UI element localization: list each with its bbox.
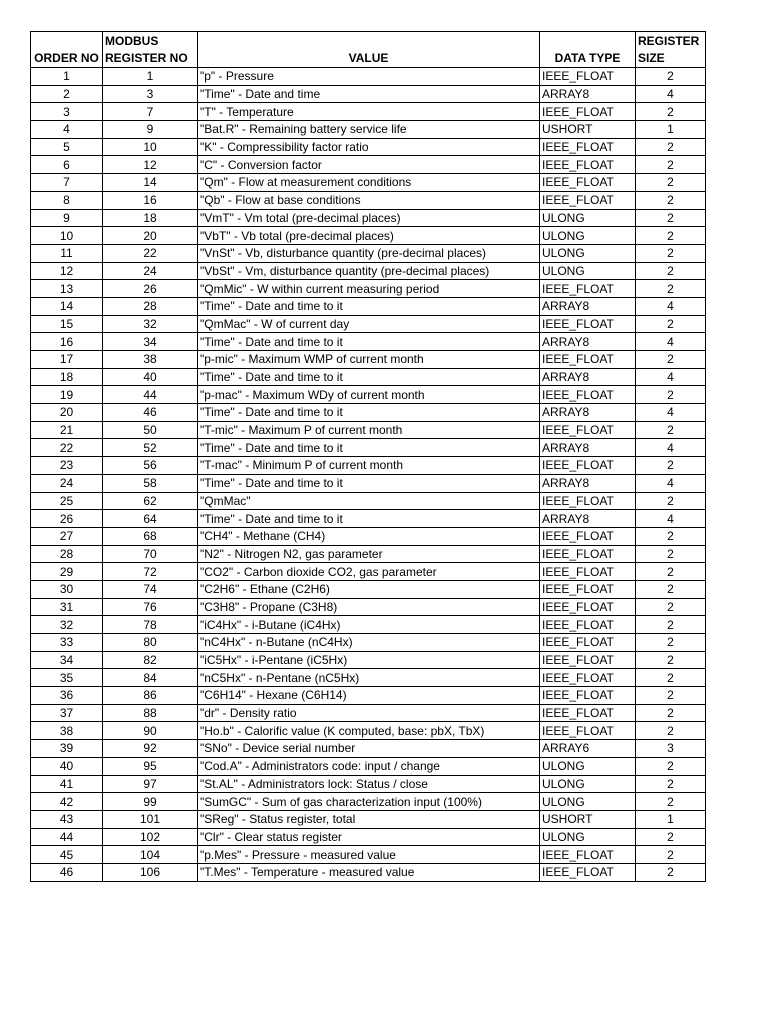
table-row	[31, 598, 706, 616]
value-cell: "QmMic" - W within current measuring period	[198, 280, 540, 298]
header-value-label: VALUE	[348, 51, 389, 65]
data-type-cell: IEEE_FLOAT	[540, 669, 636, 687]
register-size-cell: 1	[636, 121, 706, 139]
register-size-cell: 2	[636, 580, 706, 598]
register-no-cell: 106	[103, 863, 198, 881]
table-row	[31, 669, 706, 687]
table-row	[31, 368, 706, 386]
table-row	[31, 244, 706, 262]
table-row	[31, 510, 706, 528]
register-size-cell: 4	[636, 85, 706, 103]
table-row	[31, 722, 706, 740]
register-size-cell: 2	[636, 757, 706, 775]
data-type-cell: IEEE_FLOAT	[540, 863, 636, 881]
register-size-cell: 2	[636, 351, 706, 369]
table-row	[31, 333, 706, 351]
value-cell: "Time" - Date and time	[198, 85, 540, 103]
value-cell: "Time" - Date and time to it	[198, 510, 540, 528]
register-size-cell: 2	[636, 227, 706, 245]
register-no-cell: 28	[103, 297, 198, 315]
table-row	[31, 563, 706, 581]
order-no-cell: 14	[31, 297, 103, 315]
register-size-cell: 2	[636, 687, 706, 705]
value-cell: "Qm" - Flow at measurement conditions	[198, 174, 540, 192]
table-row	[31, 793, 706, 811]
order-no-cell: 10	[31, 227, 103, 245]
modbus-register-table	[30, 31, 706, 882]
register-size-cell: 2	[636, 262, 706, 280]
value-cell: "Ho.b" - Calorific value (K computed, base: pbX, TbX)	[198, 722, 540, 740]
data-type-cell: IEEE_FLOAT	[540, 280, 636, 298]
register-no-cell: 92	[103, 740, 198, 758]
table-row	[31, 68, 706, 86]
value-cell: "nC5Hx" - n-Pentane (nC5Hx)	[198, 669, 540, 687]
table-row	[31, 85, 706, 103]
register-no-cell: 52	[103, 439, 198, 457]
order-no-cell: 3	[31, 103, 103, 121]
data-type-cell: ARRAY8	[540, 333, 636, 351]
register-no-cell: 74	[103, 580, 198, 598]
register-no-cell: 97	[103, 775, 198, 793]
data-type-cell: IEEE_FLOAT	[540, 616, 636, 634]
data-type-cell: IEEE_FLOAT	[540, 687, 636, 705]
register-size-cell: 2	[636, 457, 706, 475]
order-no-cell: 2	[31, 85, 103, 103]
register-size-cell: 2	[636, 828, 706, 846]
data-type-cell: IEEE_FLOAT	[540, 386, 636, 404]
value-cell: "Cod.A" - Administrators code: input / change	[198, 757, 540, 775]
header-row	[31, 32, 706, 68]
register-size-cell: 4	[636, 510, 706, 528]
data-type-cell: IEEE_FLOAT	[540, 598, 636, 616]
value-cell: "Time" - Date and time to it	[198, 404, 540, 422]
value-cell: "SumGC" - Sum of gas characterization input (100%)	[198, 793, 540, 811]
table-row	[31, 775, 706, 793]
data-type-cell: IEEE_FLOAT	[540, 156, 636, 174]
register-size-cell: 3	[636, 740, 706, 758]
table-row	[31, 616, 706, 634]
register-size-cell: 4	[636, 474, 706, 492]
register-no-cell: 46	[103, 404, 198, 422]
register-size-cell: 1	[636, 810, 706, 828]
order-no-cell: 26	[31, 510, 103, 528]
register-no-cell: 64	[103, 510, 198, 528]
register-size-cell: 2	[636, 492, 706, 510]
order-no-cell: 41	[31, 775, 103, 793]
order-no-cell: 24	[31, 474, 103, 492]
data-type-cell: ULONG	[540, 262, 636, 280]
register-no-cell: 12	[103, 156, 198, 174]
data-type-cell: IEEE_FLOAT	[540, 457, 636, 475]
table-row	[31, 687, 706, 705]
value-cell: "p-mic" - Maximum WMP of current month	[198, 351, 540, 369]
table-row	[31, 103, 706, 121]
register-no-cell: 102	[103, 828, 198, 846]
register-no-cell: 99	[103, 793, 198, 811]
register-no-cell: 14	[103, 174, 198, 192]
data-type-cell: ARRAY8	[540, 510, 636, 528]
order-no-cell: 21	[31, 421, 103, 439]
header-value	[198, 32, 540, 68]
header-register-size-line2: SIZE	[638, 51, 665, 65]
register-size-cell: 4	[636, 368, 706, 386]
register-size-cell: 2	[636, 138, 706, 156]
register-size-cell: 2	[636, 315, 706, 333]
value-cell: "CH4" - Methane (CH4)	[198, 527, 540, 545]
table-row	[31, 545, 706, 563]
order-no-cell: 27	[31, 527, 103, 545]
register-size-cell: 2	[636, 191, 706, 209]
value-cell: "p-mac" - Maximum WDy of current month	[198, 386, 540, 404]
data-type-cell: ARRAY8	[540, 368, 636, 386]
register-size-cell: 2	[636, 174, 706, 192]
table-body	[31, 68, 706, 882]
register-size-cell: 2	[636, 598, 706, 616]
register-size-cell: 2	[636, 527, 706, 545]
data-type-cell: ARRAY8	[540, 474, 636, 492]
value-cell: "VbSt" - Vm, disturbance quantity (pre-decimal places)	[198, 262, 540, 280]
register-no-cell: 90	[103, 722, 198, 740]
header-modbus-line2: REGISTER NO	[105, 51, 188, 65]
data-type-cell: IEEE_FLOAT	[540, 138, 636, 156]
register-no-cell: 34	[103, 333, 198, 351]
order-no-cell: 45	[31, 846, 103, 864]
header-register-size-line1: REGISTER	[638, 34, 700, 48]
register-size-cell: 4	[636, 297, 706, 315]
register-no-cell: 7	[103, 103, 198, 121]
data-type-cell: IEEE_FLOAT	[540, 174, 636, 192]
register-size-cell: 2	[636, 68, 706, 86]
value-cell: "T.Mes" - Temperature - measured value	[198, 863, 540, 881]
value-cell: "QmMac"	[198, 492, 540, 510]
order-no-cell: 36	[31, 687, 103, 705]
value-cell: "Time" - Date and time to it	[198, 439, 540, 457]
header-order-no-label: ORDER NO	[34, 51, 99, 65]
data-type-cell: USHORT	[540, 121, 636, 139]
table-row	[31, 297, 706, 315]
data-type-cell: IEEE_FLOAT	[540, 421, 636, 439]
order-no-cell: 20	[31, 404, 103, 422]
table-row	[31, 757, 706, 775]
table-row	[31, 828, 706, 846]
value-cell: "p" - Pressure	[198, 68, 540, 86]
order-no-cell: 13	[31, 280, 103, 298]
register-size-cell: 4	[636, 333, 706, 351]
value-cell: "Clr" - Clear status register	[198, 828, 540, 846]
data-type-cell: ULONG	[540, 793, 636, 811]
data-type-cell: IEEE_FLOAT	[540, 191, 636, 209]
value-cell: "QmMac" - W of current day	[198, 315, 540, 333]
register-size-cell: 2	[636, 863, 706, 881]
order-no-cell: 11	[31, 244, 103, 262]
table-row	[31, 138, 706, 156]
register-size-cell: 4	[636, 439, 706, 457]
table-row	[31, 156, 706, 174]
register-size-cell: 2	[636, 280, 706, 298]
table-row	[31, 651, 706, 669]
table-row	[31, 704, 706, 722]
order-no-cell: 16	[31, 333, 103, 351]
data-type-cell: ULONG	[540, 244, 636, 262]
data-type-cell: IEEE_FLOAT	[540, 492, 636, 510]
order-no-cell: 33	[31, 634, 103, 652]
table-header	[31, 32, 706, 68]
header-order-no	[31, 32, 103, 68]
order-no-cell: 37	[31, 704, 103, 722]
register-size-cell: 2	[636, 156, 706, 174]
data-type-cell: ULONG	[540, 227, 636, 245]
register-size-cell: 2	[636, 103, 706, 121]
register-size-cell: 2	[636, 616, 706, 634]
register-no-cell: 40	[103, 368, 198, 386]
order-no-cell: 44	[31, 828, 103, 846]
table-row	[31, 580, 706, 598]
data-type-cell: IEEE_FLOAT	[540, 846, 636, 864]
order-no-cell: 29	[31, 563, 103, 581]
value-cell: "T" - Temperature	[198, 103, 540, 121]
register-no-cell: 56	[103, 457, 198, 475]
order-no-cell: 40	[31, 757, 103, 775]
register-no-cell: 10	[103, 138, 198, 156]
value-cell: "C" - Conversion factor	[198, 156, 540, 174]
register-no-cell: 58	[103, 474, 198, 492]
order-no-cell: 6	[31, 156, 103, 174]
table-row	[31, 227, 706, 245]
register-no-cell: 70	[103, 545, 198, 563]
register-size-cell: 2	[636, 634, 706, 652]
value-cell: "Time" - Date and time to it	[198, 474, 540, 492]
order-no-cell: 18	[31, 368, 103, 386]
register-no-cell: 32	[103, 315, 198, 333]
register-no-cell: 86	[103, 687, 198, 705]
register-no-cell: 18	[103, 209, 198, 227]
data-type-cell: IEEE_FLOAT	[540, 103, 636, 121]
register-no-cell: 101	[103, 810, 198, 828]
register-size-cell: 2	[636, 209, 706, 227]
table-row	[31, 810, 706, 828]
register-no-cell: 80	[103, 634, 198, 652]
data-type-cell: IEEE_FLOAT	[540, 651, 636, 669]
order-no-cell: 30	[31, 580, 103, 598]
header-data-type-label: DATA TYPE	[554, 51, 621, 65]
order-no-cell: 9	[31, 209, 103, 227]
register-no-cell: 95	[103, 757, 198, 775]
data-type-cell: ULONG	[540, 828, 636, 846]
order-no-cell: 1	[31, 68, 103, 86]
order-no-cell: 39	[31, 740, 103, 758]
data-type-cell: IEEE_FLOAT	[540, 704, 636, 722]
table-row	[31, 863, 706, 881]
data-type-cell: IEEE_FLOAT	[540, 351, 636, 369]
table-row	[31, 404, 706, 422]
data-type-cell: IEEE_FLOAT	[540, 580, 636, 598]
register-size-cell: 2	[636, 386, 706, 404]
data-type-cell: ULONG	[540, 757, 636, 775]
register-no-cell: 9	[103, 121, 198, 139]
register-no-cell: 3	[103, 85, 198, 103]
data-type-cell: IEEE_FLOAT	[540, 68, 636, 86]
data-type-cell: IEEE_FLOAT	[540, 722, 636, 740]
table-row	[31, 351, 706, 369]
table-row	[31, 527, 706, 545]
order-no-cell: 32	[31, 616, 103, 634]
header-modbus-register-no	[103, 32, 198, 68]
order-no-cell: 25	[31, 492, 103, 510]
order-no-cell: 22	[31, 439, 103, 457]
table-row	[31, 121, 706, 139]
order-no-cell: 15	[31, 315, 103, 333]
register-size-cell: 2	[636, 651, 706, 669]
register-no-cell: 1	[103, 68, 198, 86]
data-type-cell: ULONG	[540, 775, 636, 793]
register-size-cell: 2	[636, 704, 706, 722]
table-row	[31, 421, 706, 439]
table-row	[31, 386, 706, 404]
register-size-cell: 2	[636, 669, 706, 687]
register-no-cell: 20	[103, 227, 198, 245]
header-register-size	[636, 32, 706, 68]
header-data-type	[540, 32, 636, 68]
register-size-cell: 2	[636, 545, 706, 563]
data-type-cell: IEEE_FLOAT	[540, 545, 636, 563]
table-row	[31, 474, 706, 492]
order-no-cell: 28	[31, 545, 103, 563]
table-row	[31, 209, 706, 227]
register-no-cell: 82	[103, 651, 198, 669]
table-row	[31, 280, 706, 298]
register-size-cell: 2	[636, 793, 706, 811]
table-row	[31, 174, 706, 192]
value-cell: "SReg" - Status register, total	[198, 810, 540, 828]
table-row	[31, 492, 706, 510]
data-type-cell: ARRAY8	[540, 439, 636, 457]
register-no-cell: 26	[103, 280, 198, 298]
value-cell: "Bat.R" - Remaining battery service life	[198, 121, 540, 139]
order-no-cell: 19	[31, 386, 103, 404]
data-type-cell: USHORT	[540, 810, 636, 828]
value-cell: "T-mic" - Maximum P of current month	[198, 421, 540, 439]
value-cell: "T-mac" - Minimum P of current month	[198, 457, 540, 475]
register-size-cell: 4	[636, 404, 706, 422]
register-no-cell: 104	[103, 846, 198, 864]
register-size-cell: 2	[636, 421, 706, 439]
order-no-cell: 12	[31, 262, 103, 280]
value-cell: "N2" - Nitrogen N2, gas parameter	[198, 545, 540, 563]
table-row	[31, 457, 706, 475]
data-type-cell: IEEE_FLOAT	[540, 527, 636, 545]
register-size-cell: 2	[636, 244, 706, 262]
data-type-cell: ARRAY6	[540, 740, 636, 758]
value-cell: "nC4Hx" - n-Butane (nC4Hx)	[198, 634, 540, 652]
register-no-cell: 50	[103, 421, 198, 439]
table-row	[31, 439, 706, 457]
order-no-cell: 43	[31, 810, 103, 828]
order-no-cell: 35	[31, 669, 103, 687]
table-row	[31, 315, 706, 333]
value-cell: "CO2" - Carbon dioxide CO2, gas parameter	[198, 563, 540, 581]
register-no-cell: 16	[103, 191, 198, 209]
value-cell: "Time" - Date and time to it	[198, 297, 540, 315]
data-type-cell: IEEE_FLOAT	[540, 563, 636, 581]
register-no-cell: 24	[103, 262, 198, 280]
value-cell: "p.Mes" - Pressure - measured value	[198, 846, 540, 864]
register-no-cell: 76	[103, 598, 198, 616]
order-no-cell: 17	[31, 351, 103, 369]
header-modbus-line1: MODBUS	[105, 34, 159, 48]
order-no-cell: 34	[31, 651, 103, 669]
register-no-cell: 84	[103, 669, 198, 687]
order-no-cell: 42	[31, 793, 103, 811]
value-cell: "VbT" - Vb total (pre-decimal places)	[198, 227, 540, 245]
order-no-cell: 46	[31, 863, 103, 881]
value-cell: "Qb" - Flow at base conditions	[198, 191, 540, 209]
register-size-cell: 2	[636, 563, 706, 581]
register-no-cell: 22	[103, 244, 198, 262]
table-row	[31, 262, 706, 280]
data-type-cell: ULONG	[540, 209, 636, 227]
register-size-cell: 2	[636, 775, 706, 793]
order-no-cell: 38	[31, 722, 103, 740]
order-no-cell: 23	[31, 457, 103, 475]
register-size-cell: 2	[636, 846, 706, 864]
value-cell: "VmT" - Vm total (pre-decimal places)	[198, 209, 540, 227]
table-row	[31, 740, 706, 758]
data-type-cell: ARRAY8	[540, 297, 636, 315]
order-no-cell: 31	[31, 598, 103, 616]
register-no-cell: 88	[103, 704, 198, 722]
order-no-cell: 4	[31, 121, 103, 139]
value-cell: "iC5Hx" - i-Pentane (iC5Hx)	[198, 651, 540, 669]
data-type-cell: IEEE_FLOAT	[540, 315, 636, 333]
data-type-cell: ARRAY8	[540, 85, 636, 103]
order-no-cell: 5	[31, 138, 103, 156]
data-type-cell: ARRAY8	[540, 404, 636, 422]
register-no-cell: 44	[103, 386, 198, 404]
value-cell: "Time" - Date and time to it	[198, 333, 540, 351]
value-cell: "iC4Hx" - i-Butane (iC4Hx)	[198, 616, 540, 634]
register-no-cell: 68	[103, 527, 198, 545]
value-cell: "dr" - Density ratio	[198, 704, 540, 722]
register-size-cell: 2	[636, 722, 706, 740]
table-row	[31, 846, 706, 864]
value-cell: "C3H8" - Propane (C3H8)	[198, 598, 540, 616]
order-no-cell: 7	[31, 174, 103, 192]
order-no-cell: 8	[31, 191, 103, 209]
data-type-cell: IEEE_FLOAT	[540, 634, 636, 652]
table-row	[31, 191, 706, 209]
value-cell: "SNo" - Device serial number	[198, 740, 540, 758]
value-cell: "Time" - Date and time to it	[198, 368, 540, 386]
value-cell: "C2H6" - Ethane (C2H6)	[198, 580, 540, 598]
value-cell: "C6H14" - Hexane (C6H14)	[198, 687, 540, 705]
table-row	[31, 634, 706, 652]
register-no-cell: 38	[103, 351, 198, 369]
register-no-cell: 78	[103, 616, 198, 634]
register-no-cell: 62	[103, 492, 198, 510]
value-cell: "VnSt" - Vb, disturbance quantity (pre-decimal places)	[198, 244, 540, 262]
register-no-cell: 72	[103, 563, 198, 581]
value-cell: "K" - Compressibility factor ratio	[198, 138, 540, 156]
value-cell: "St.AL" - Administrators lock: Status / close	[198, 775, 540, 793]
